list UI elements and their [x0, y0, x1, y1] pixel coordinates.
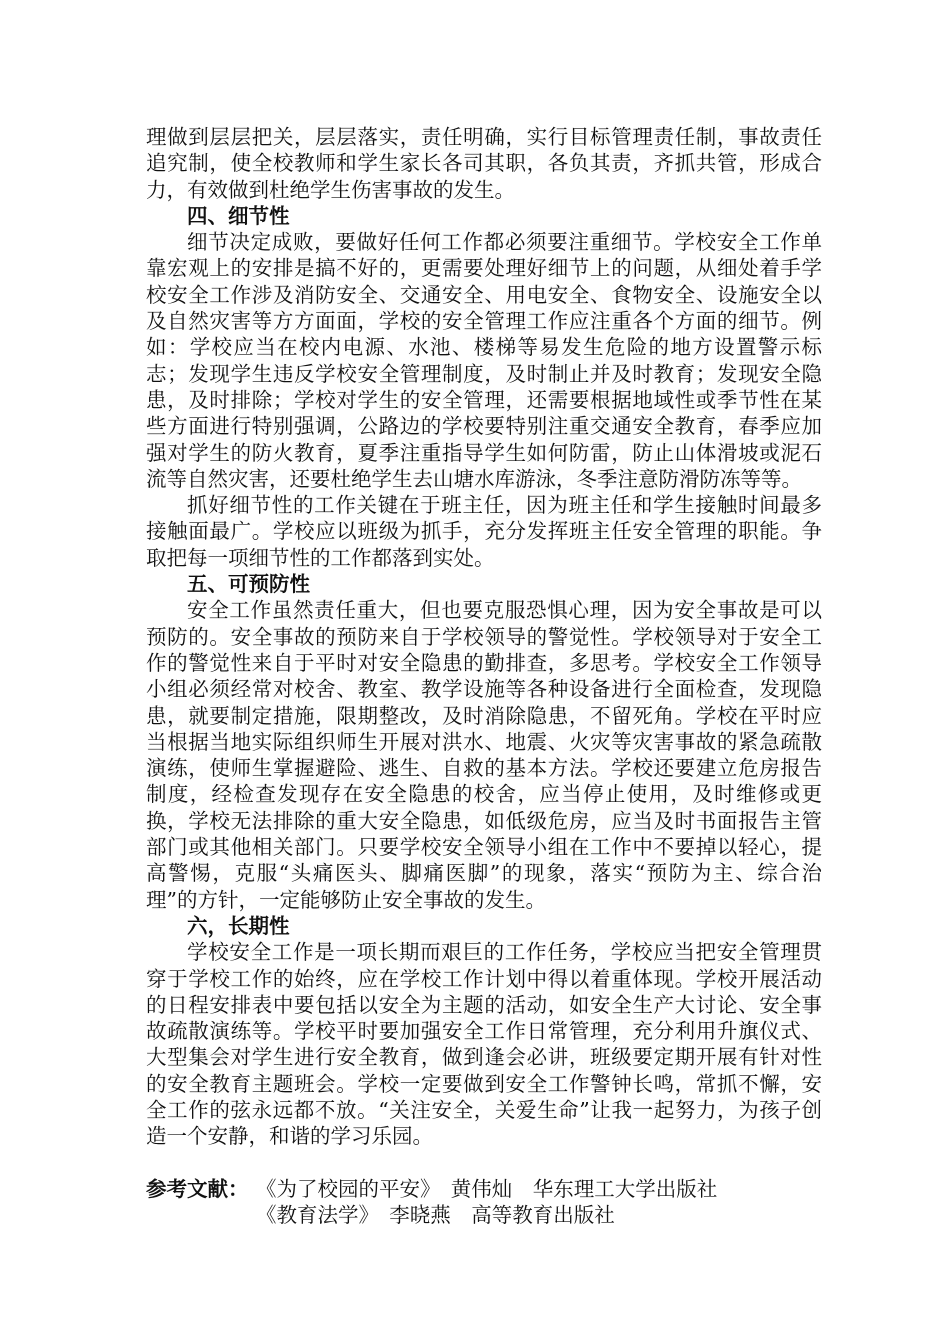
paragraph-prevention: 安全工作虽然责任重大，但也要克服恐惧心理，因为安全事故是可以预防的。安全事故的预防来自于学校领导的警觉性。学校领导对于安全工作的警觉性来自于平时对安全隐患的勤排查，多思考。学校安全工作领导小组必须经常对校舍、教室、教学设施等各种设备进行全面检查，发现隐患，就要制定措施，限期整改，及时消除隐患，不留死角。学校在平时应当根据当地实际组织师生开展对洪水、地震、火灾等灾害事故的紧急疏散演练，使师生掌握避险、逃生、自救的基本方法。学校还要建立危房报告制度，经检查发现存在安全隐患的校舍，应当停止使用，及时维修或更换，学校无法排除的重大安全隐患，如低级危房，应当及时书面报告主管部门或其他相关部门。只要学校安全领导小组在工作中不要掉以轻心，提高警惕，克服“头痛医头、脚痛医脚”的现象，落实“预防为主、综合治理”的方针，一定能够防止安全事故的发生。: [146, 598, 822, 912]
reference-indent: [146, 1202, 256, 1228]
references-label: 参考文献：: [146, 1176, 249, 1201]
reference-item: 《为了校园的平安》 黄伟灿 华东理工大学出版社: [256, 1176, 718, 1201]
reference-row: [146, 1176, 822, 1202]
paragraph-details-2: 抓好细节性的工作关键在于班主任，因为班主任和学生接触时间最多接触面最广。学校应以班级为抓手，充分发挥班主任安全管理的职能。争取把每一项细节性的工作都落到实处。: [146, 493, 822, 570]
reference-item: 《教育法学》 李晓燕 高等教育出版社: [256, 1202, 615, 1227]
paragraph-long-term: 学校安全工作是一项长期而艰巨的工作任务，学校应当把安全管理贯穿于学校工作的始终，应在学校工作计划中得以着重体现。学校开展活动的日程安排表中要包括以安全为主题的活动，如安全生产大讨论、安全事故疏散演练等。学校平时要加强安全工作日常管理，充分利用升旗仪式、大型集会对学生进行安全教育，做到逢会必讲，班级要定期开展有针对性的安全教育主题班会。学校一定要做到安全工作警钟长鸣，常抓不懈，安全工作的弦永远都不放。“关注安全，关爱生命”让我一起努力，为孩子创造一个安静，和谐的学习乐园。: [146, 940, 822, 1149]
document-page: [146, 124, 822, 1228]
section-heading-prevention: 五、可预防性: [187, 572, 310, 597]
paragraph-details-1: 细节决定成败，要做好任何工作都必须要注重细节。学校安全工作单靠宏观上的安排是搞不好的，更需要处理好细节上的问题，从细处着手学校安全工作涉及消防安全、交通安全、用电安全、食物安全、设施安全以及自然灾害等方方面面，学校的安全管理工作应注重各个方面的细节。例如：学校应当在校内电源、水池、楼梯等易发生危险的地方设置警示标志；发现学生违反学校安全管理制度，及时制止并及时教育；发现安全隐患，及时排除；学校对学生的安全管理，还需要根据地域性或季节性在某些方面进行特别强调，公路边的学校要特别注重交通安全教育，春季应加强对学生的防火教育，夏季注重指导学生如何防雷，防止山体滑坡或泥石流等自然灾害，还要杜绝学生去山塘水库游泳，冬季注意防滑防冻等等。: [146, 230, 822, 491]
section-heading-details: 四、细节性: [187, 203, 290, 228]
paragraph-continued: 理做到层层把关，层层落实，责任明确，实行目标管理责任制，事故责任追究制，使全校教师和学生家长各司其职，各负其责，齐抓共管，形成合力，有效做到杜绝学生伤害事故的发生。: [146, 125, 822, 202]
reference-row: [146, 1202, 822, 1228]
references-section: [146, 1176, 822, 1229]
section-heading-long-term: 六，长期性: [187, 913, 290, 938]
